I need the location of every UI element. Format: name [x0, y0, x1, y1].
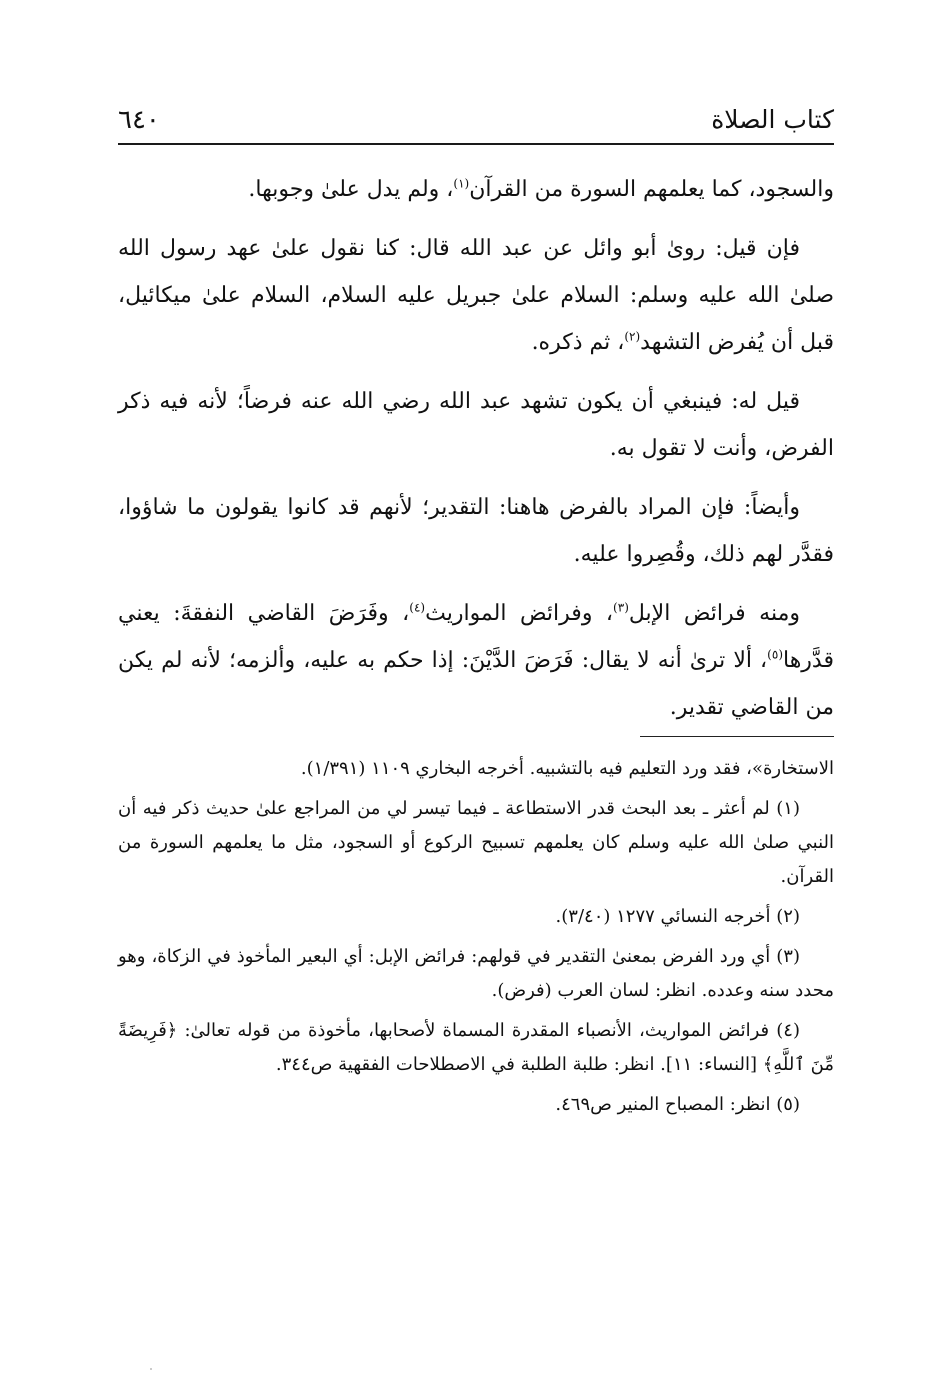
- paragraph-3: قيل له: فينبغي أن يكون تشهد عبد الله رضي الله عنه فرضاً؛ لأنه فيه ذكر الفرض، وأنت لا تقول به.: [118, 389, 834, 461]
- paragraph-4: وأيضاً: فإن المراد بالفرض هاهنا: التقدير؛ لأنهم قد كانوا يقولون ما شاؤوا، فقدَّر لهم ذلك، وقُصِروا عليه.: [118, 495, 834, 567]
- footnote-4: (٤) فرائض المواريث، الأنصباء المقدرة المسماة لأصحابها، مأخوذة من قوله تعالىٰ: ﴿فَرِيضَةً مِّنَ ٱللَّهِ﴾ [النساء: ١١]. انظر: طلبة الطلبة في الاصطلاحات الفقهية ص٣٤٤.: [118, 1020, 834, 1075]
- paragraph-5: [118, 590, 834, 731]
- footnote-1: (١) لم أعثر ـ بعد البحث قدر الاستطاعة ـ فيما تيسر لي من المراجع علىٰ حديث ذكر فيه أن النبي صلىٰ الله عليه وسلم كان يعلمهم تسبيح الركوع أو السجود، مثل ما يعلمهم السورة من القرآن.: [118, 798, 834, 887]
- paragraph-text: والسجود، كما يعلمهم السورة من القرآن: [469, 177, 834, 202]
- paragraph-1: [118, 166, 834, 213]
- footnote-3: (٣) أي ورد الفرض بمعنىٰ التقدير في قولهم: فرائض الإبل: أي البعير المأخوذ في الزكاة، وهو محدد سنه وعدده. انظر: لسان العرب (فرض).: [118, 946, 834, 1001]
- paragraph-text: ، ولم يدل علىٰ وجوبها.: [248, 177, 454, 202]
- footnote-marker: (١): [453, 176, 470, 191]
- paragraph-text: ، ألا ترىٰ أنه لا يقال: فَرَضَ الدَّيْنَ: إذا حكم به عليه، وألزمه؛ لأنه لم يكن من القاضي تقدير.: [118, 648, 834, 720]
- header-rule: [118, 143, 834, 145]
- main-text: [118, 166, 834, 743]
- paragraph-text: ، وفَرَضَ القاضي النفقةَ: يعني قدَّرها: [118, 601, 834, 673]
- chapter-title: كتاب الصلاة: [711, 105, 834, 134]
- scan-speck: [150, 1368, 152, 1370]
- paragraph-2: [118, 225, 834, 366]
- paragraph-text: ، وفرائض المواريث: [425, 601, 614, 626]
- running-head: [118, 100, 834, 144]
- footnote-separator: [640, 736, 834, 737]
- footnotes: [118, 752, 834, 1128]
- paragraph-text: فإن قيل: رویٰ أبو وائل عن عبد الله قال: كنا نقول علىٰ عهد رسول الله صلىٰ الله عليه وسلم: السلام علىٰ جبريل عليه السلام، السلام علىٰ ميكائيل، قبل أن يُفرض التشهد: [118, 236, 834, 355]
- page-number: ٦٤٠: [118, 105, 160, 135]
- footnote-2: (٢) أخرجه النسائي ١٢٧٧ (٣/٤٠).: [555, 906, 800, 927]
- footnote-marker: (٥): [767, 647, 783, 662]
- footnote-5: (٥) انظر: المصباح المنير ص٤٦٩.: [555, 1094, 800, 1115]
- paragraph-text: ، ثم ذكره.: [531, 330, 625, 355]
- footnote-marker: (٤): [409, 600, 426, 615]
- paragraph-text: ومنه فرائض الإبل: [628, 601, 801, 626]
- footnote-continued: الاستخارة»، فقد ورد التعليم فيه بالتشبيه. أخرجه البخاري ١١٠٩ (١/٣٩١).: [300, 758, 834, 779]
- footnote-marker: (٢): [624, 329, 641, 344]
- footnote-marker: (٣): [613, 600, 629, 615]
